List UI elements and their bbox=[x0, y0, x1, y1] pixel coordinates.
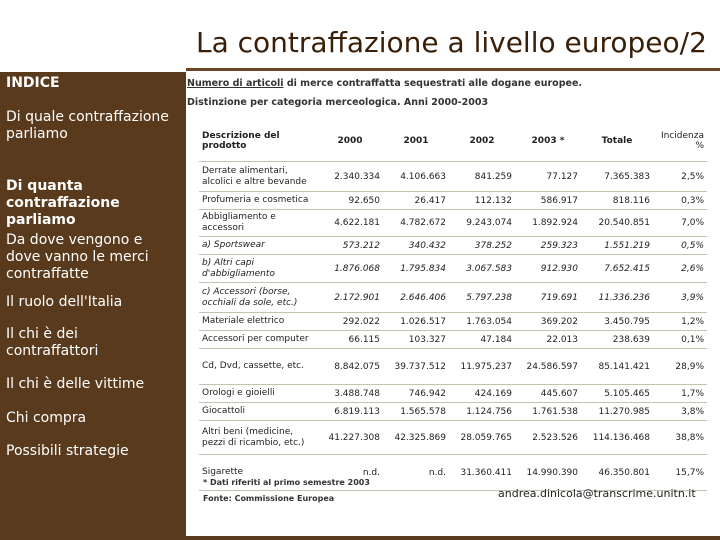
cell-value: 8.842.075 bbox=[317, 349, 383, 385]
cell-value: 1.026.517 bbox=[383, 313, 449, 331]
col-header-2002: 2002 bbox=[449, 121, 515, 162]
cell-value: 1.795.834 bbox=[383, 255, 449, 283]
footnote: * Dati riferiti al primo semestre 2003 bbox=[203, 478, 370, 487]
cell-value: 369.202 bbox=[515, 313, 581, 331]
table-row bbox=[199, 237, 707, 255]
menu-item-provenienza[interactable]: Da dove vengono e dove vanno le merci contraffatte bbox=[6, 232, 149, 282]
col-header-totale: Totale bbox=[581, 121, 653, 162]
cell-value: 15,7% bbox=[653, 455, 707, 491]
cell-value: 28,9% bbox=[653, 349, 707, 385]
cell-value: 7.652.415 bbox=[581, 255, 653, 283]
cell-value: 1.876.068 bbox=[317, 255, 383, 283]
cell-value: 1.565.578 bbox=[383, 403, 449, 421]
title-rule bbox=[186, 68, 720, 71]
cell-value: 818.116 bbox=[581, 192, 653, 210]
cell-value: 2.523.526 bbox=[515, 421, 581, 455]
cell-description: b) Altri capi d'abbigliamento bbox=[199, 255, 317, 283]
cell-value: 2.340.334 bbox=[317, 162, 383, 192]
table-row bbox=[199, 403, 707, 421]
cell-value: 5.797.238 bbox=[449, 283, 515, 313]
cell-value: 24.586.597 bbox=[515, 349, 581, 385]
bottom-rule bbox=[0, 536, 720, 540]
cell-value: 11.270.985 bbox=[581, 403, 653, 421]
cell-value: 66.115 bbox=[317, 331, 383, 349]
table-row bbox=[199, 210, 707, 237]
col-header-descrizione: Descrizione del prodotto bbox=[199, 121, 317, 162]
cell-value: 746.942 bbox=[383, 385, 449, 403]
cell-value: 112.132 bbox=[449, 192, 515, 210]
cell-value: 2.646.406 bbox=[383, 283, 449, 313]
cell-value: 238.639 bbox=[581, 331, 653, 349]
cell-value: 7.365.383 bbox=[581, 162, 653, 192]
data-table bbox=[199, 121, 707, 491]
cell-description: Cd, Dvd, cassette, etc. bbox=[199, 349, 317, 385]
menu-item-indice[interactable]: INDICE bbox=[6, 75, 60, 91]
cell-value: 11.975.237 bbox=[449, 349, 515, 385]
cell-value: 114.136.468 bbox=[581, 421, 653, 455]
table-row bbox=[199, 283, 707, 313]
cell-value: 6.819.113 bbox=[317, 403, 383, 421]
cell-value: 1.761.538 bbox=[515, 403, 581, 421]
cell-description: Abbigliamento e accessori bbox=[199, 210, 317, 237]
cell-value: 9.243.074 bbox=[449, 210, 515, 237]
cell-value: 42.325.869 bbox=[383, 421, 449, 455]
table-header-row bbox=[199, 121, 707, 162]
cell-value: 4.106.663 bbox=[383, 162, 449, 192]
cell-value: 77.127 bbox=[515, 162, 581, 192]
table-row bbox=[199, 162, 707, 192]
menu-item-strategie[interactable]: Possibili strategie bbox=[6, 443, 129, 459]
cell-value: 0,3% bbox=[653, 192, 707, 210]
cell-value: 39.737.512 bbox=[383, 349, 449, 385]
cell-value: 22.013 bbox=[515, 331, 581, 349]
cell-description: Giocattoli bbox=[199, 403, 317, 421]
cell-value: 1.892.924 bbox=[515, 210, 581, 237]
cell-value: 3,8% bbox=[653, 403, 707, 421]
table-row bbox=[199, 255, 707, 283]
cell-value: 259.323 bbox=[515, 237, 581, 255]
cell-value: 1.763.054 bbox=[449, 313, 515, 331]
menu-item-vittime[interactable]: Il chi è delle vittime bbox=[6, 376, 145, 392]
cell-value: 719.691 bbox=[515, 283, 581, 313]
col-header-2000: 2000 bbox=[317, 121, 383, 162]
cell-value: 11.336.236 bbox=[581, 283, 653, 313]
cell-value: 31.360.411 bbox=[449, 455, 515, 491]
cell-value: 340.432 bbox=[383, 237, 449, 255]
col-header-2003: 2003 * bbox=[515, 121, 581, 162]
cell-value: 5.105.465 bbox=[581, 385, 653, 403]
cell-value: 7,0% bbox=[653, 210, 707, 237]
cell-value: n.d. bbox=[317, 455, 383, 491]
cell-value: 378.252 bbox=[449, 237, 515, 255]
cell-value: 1,7% bbox=[653, 385, 707, 403]
table-row bbox=[199, 421, 707, 455]
cell-value: 4.782.672 bbox=[383, 210, 449, 237]
table-caption-line2: Distinzione per categoria merceologica. Anni 2000-2003 bbox=[187, 97, 489, 108]
cell-value: 41.227.308 bbox=[317, 421, 383, 455]
table-row bbox=[199, 349, 707, 385]
cell-value: 1,2% bbox=[653, 313, 707, 331]
cell-value: 586.917 bbox=[515, 192, 581, 210]
table-caption-line1 bbox=[187, 78, 582, 89]
cell-value: 26.417 bbox=[383, 192, 449, 210]
cell-value: 28.059.765 bbox=[449, 421, 515, 455]
cell-value: 4.622.181 bbox=[317, 210, 383, 237]
cell-description: Accessori per computer bbox=[199, 331, 317, 349]
cell-value: 0,5% bbox=[653, 237, 707, 255]
cell-description: Profumeria e cosmetica bbox=[199, 192, 317, 210]
cell-value: 46.350.801 bbox=[581, 455, 653, 491]
cell-value: 292.022 bbox=[317, 313, 383, 331]
menu-item-chi-compra[interactable]: Chi compra bbox=[6, 410, 87, 426]
cell-value: n.d. bbox=[383, 455, 449, 491]
cell-value: 20.540.851 bbox=[581, 210, 653, 237]
col-header-2001: 2001 bbox=[383, 121, 449, 162]
cell-value: 424.169 bbox=[449, 385, 515, 403]
col-header-incidenza: Incidenza % bbox=[653, 121, 707, 162]
caption-rest: di merce contraffatta sequestrati alle dogane europee. bbox=[283, 78, 583, 89]
cell-value: 38,8% bbox=[653, 421, 707, 455]
table-row bbox=[199, 313, 707, 331]
cell-value: 103.327 bbox=[383, 331, 449, 349]
cell-value: 2.172.901 bbox=[317, 283, 383, 313]
menu-item-contraffattori[interactable]: Il chi è dei contraffattori bbox=[6, 326, 99, 359]
cell-value: 3.488.748 bbox=[317, 385, 383, 403]
cell-description: Sigarette bbox=[199, 455, 317, 491]
cell-value: 1.551.219 bbox=[581, 237, 653, 255]
cell-value: 3,9% bbox=[653, 283, 707, 313]
menu-item-italia[interactable]: Il ruolo dell'Italia bbox=[6, 294, 123, 310]
cell-value: 47.184 bbox=[449, 331, 515, 349]
cell-description: c) Accessori (borse, occhiali da sole, etc.) bbox=[199, 283, 317, 313]
cell-value: 2,6% bbox=[653, 255, 707, 283]
table-row bbox=[199, 192, 707, 210]
cell-description: Orologi e gioielli bbox=[199, 385, 317, 403]
cell-value: 14.990.390 bbox=[515, 455, 581, 491]
cell-description: a) Sportswear bbox=[199, 237, 317, 255]
cell-value: 912.930 bbox=[515, 255, 581, 283]
table-row bbox=[199, 331, 707, 349]
contact-email[interactable]: andrea.dinicola@transcrime.unitn.it bbox=[498, 487, 696, 500]
source-note: Fonte: Commissione Europea bbox=[203, 494, 335, 503]
cell-value: 2,5% bbox=[653, 162, 707, 192]
cell-value: 445.607 bbox=[515, 385, 581, 403]
cell-value: 3.450.795 bbox=[581, 313, 653, 331]
cell-value: 3.067.583 bbox=[449, 255, 515, 283]
menu-item-quanta[interactable]: Di quanta contraffazione parliamo bbox=[6, 178, 120, 228]
cell-description: Altri beni (medicine, pezzi di ricambio, etc.) bbox=[199, 421, 317, 455]
cell-value: 841.259 bbox=[449, 162, 515, 192]
page-title: La contraffazione a livello europeo/2 bbox=[196, 26, 707, 59]
cell-value: 92.650 bbox=[317, 192, 383, 210]
cell-value: 0,1% bbox=[653, 331, 707, 349]
cell-value: 85.141.421 bbox=[581, 349, 653, 385]
table-row bbox=[199, 385, 707, 403]
caption-underlined: Numero di articoli bbox=[187, 78, 284, 89]
cell-value: 1.124.756 bbox=[449, 403, 515, 421]
cell-description: Materiale elettrico bbox=[199, 313, 317, 331]
cell-description: Derrate alimentari, alcolici e altre bevande bbox=[199, 162, 317, 192]
cell-value: 573.212 bbox=[317, 237, 383, 255]
menu-item-quale[interactable]: Di quale contraffazione parliamo bbox=[6, 109, 169, 142]
